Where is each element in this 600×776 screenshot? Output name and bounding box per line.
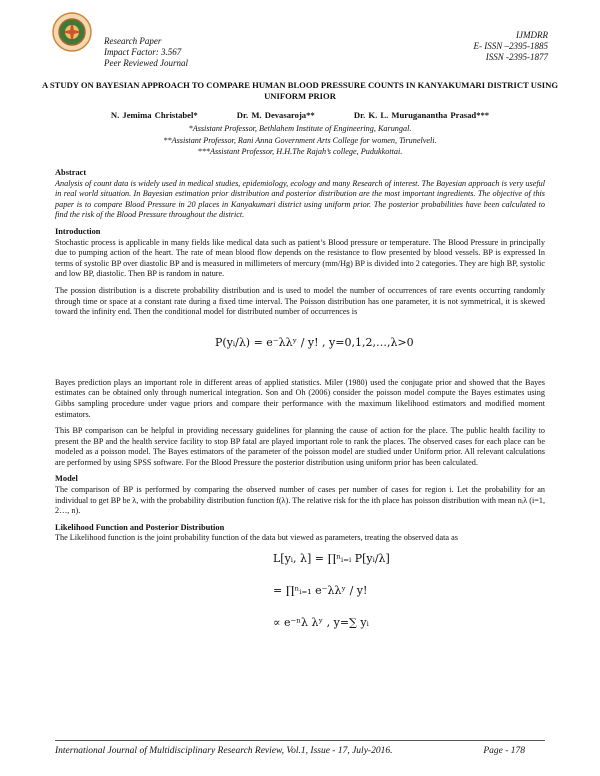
author-2: Dr. M. Devasaroja** (236, 110, 315, 120)
model-paragraph: The comparison of BP is performed by comparing the observed number of cases per number of cases for region i. Let the probability for an individual to get BP be λ, with the probability distribution function f(λ). The relative risk for the ith place has poisson distribution with mean nᵢλ (i=1, 2…, n). (55, 485, 545, 516)
author-3: Dr. K. L. Muruganantha Prasad*** (353, 110, 490, 120)
header-right (474, 30, 549, 63)
likelihood-heading: Likelihood Function and Posterior Distribution (55, 522, 225, 532)
affiliation-1: *Assistant Professor, Bethlahem Institute of Engineering, Karungal. (188, 124, 412, 133)
impact-factor: Impact Factor: 3.567 (104, 47, 182, 57)
journal-logo (52, 12, 92, 52)
page-footer (55, 746, 545, 756)
affiliations (40, 123, 560, 158)
abstract-heading: Abstract (55, 168, 87, 177)
intro-paragraph-3: Bayes prediction plays an important role in different areas of applied statistics. Miler (1980) used the conjugate prior and showed that the Bayes estimates can be obtained only through numerical integration. Son and Oh (2006) consider the poisson model compute the Bayes estimates using Gibbs sampling procedure under vague priors and compare their performance with the maximum likelihood estimators and modified moment estimators. (55, 377, 545, 419)
poisson-formula: P(yᵢ/λ) = e⁻λλʸ / y! , y=0,1,2,…,λ>0 (215, 335, 414, 349)
intro-paragraph-2: The possion distribution is a discrete probability distribution and is used to model the number of occurrences of rare events occurring randomly through time or space at a constant rate during a fixed time interval. The Poisson distribution has one parameter, it is not symmetrical, it is skewed toward the infinity end. Then the conditional model for distributed number of occurrences is (55, 285, 545, 317)
likelihood-formula-1: L[yᵢ, λ] = ∏ⁿᵢ₌ᵢ P[yᵢ/λ] (273, 552, 390, 566)
paper-body (55, 168, 545, 650)
author-1: N. Jemima Christabel* (110, 110, 198, 120)
journal-acronym: IJMDRR (516, 30, 548, 40)
peer-reviewed-label: Peer Reviewed Journal (104, 58, 188, 68)
affiliation-2: **Assistant Professor, Rani Anna Government Arts College for women, Tirunelveli. (163, 135, 437, 145)
header-left (104, 36, 188, 69)
likelihood-formula-3: ∝ e⁻ⁿλ λʸ , y=∑ yᵢ (273, 616, 369, 630)
model-heading: Model (55, 474, 78, 484)
footer-rule (55, 740, 545, 741)
research-paper-label: Research Paper (104, 36, 162, 46)
journal-citation: International Journal of Multidisciplinary Research Review, Vol.1, Issue - 17, July-2016. (55, 746, 393, 756)
intro-paragraph-4: This BP comparison can be helpful in providing necessary guidelines for planning the cause of action for the place. The public health facility to present the BP and the health service facility to stop BP fatal are played important role to rank the places. The observed cases for each place can be modeled as a poisson model. The Bayes estimators of the parameter of the poisson model are studied under Uniform prior. All relevant calculations are performed by using SPSS software. For the Blood Pressure the posterior distribution using uniform prior has been calculated. (55, 426, 545, 467)
intro-paragraph-1: Stochastic process is applicable in many fields like medical data such as patient’s Blood pressure or temperature. The Blood Pressure in principally due to pumping action of the heart. The rate of mean blood flow depends on the resistance to flow presented by blood vessels. BP is expressed In terms of systolic BP over diastolic BP and is measured in millimeters of mercury (mm/Hg) BP is divided into 2 categories. They are high BP, systolic and low BP, diastolic. Then BP is random in nature. (55, 237, 545, 279)
poisson-formula-block (55, 324, 545, 378)
likelihood-paragraph: The Likelihood function is the joint probability function of the data but viewed as parameters, treating the observed data as (55, 533, 458, 543)
affiliation-3: ***Assistant Professor, H.H.The Rajah’s college, Pudukkottai. (197, 147, 403, 156)
author-list (40, 110, 560, 120)
likelihood-formulas (55, 550, 545, 650)
issn: ISSN -2395-1877 (485, 52, 548, 62)
intro-heading: Introduction (55, 226, 101, 236)
e-issn: E- ISSN –2395-1885 (473, 41, 548, 51)
page-number: Page - 178 (483, 746, 525, 756)
journal-seal-icon (52, 12, 92, 52)
likelihood-formula-2: = ∏ⁿᵢ₌₁ e⁻λλʸ / y! (273, 584, 368, 598)
abstract-text: Analysis of count data is widely used in medical studies, epidemiology, ecology and many Research of interest. The Bayesian approach is very useful in real world situation. In Bayesian estimation prior distribution and posterior distribution are the most important ingredients. The objective of this paper is to compare Blood Pressure in 20 places in Kanyakumari district using uniform prior. The posterior probabilities have been calculated to find the risk of the Blood Pressure throughout the district. (55, 178, 545, 220)
paper-title: A STUDY ON BAYESIAN APPROACH TO COMPARE HUMAN BLOOD PRESSURE COUNTS IN KANYAKUMARI DISTRICT USING UNIFORM PRIOR (41, 80, 559, 101)
